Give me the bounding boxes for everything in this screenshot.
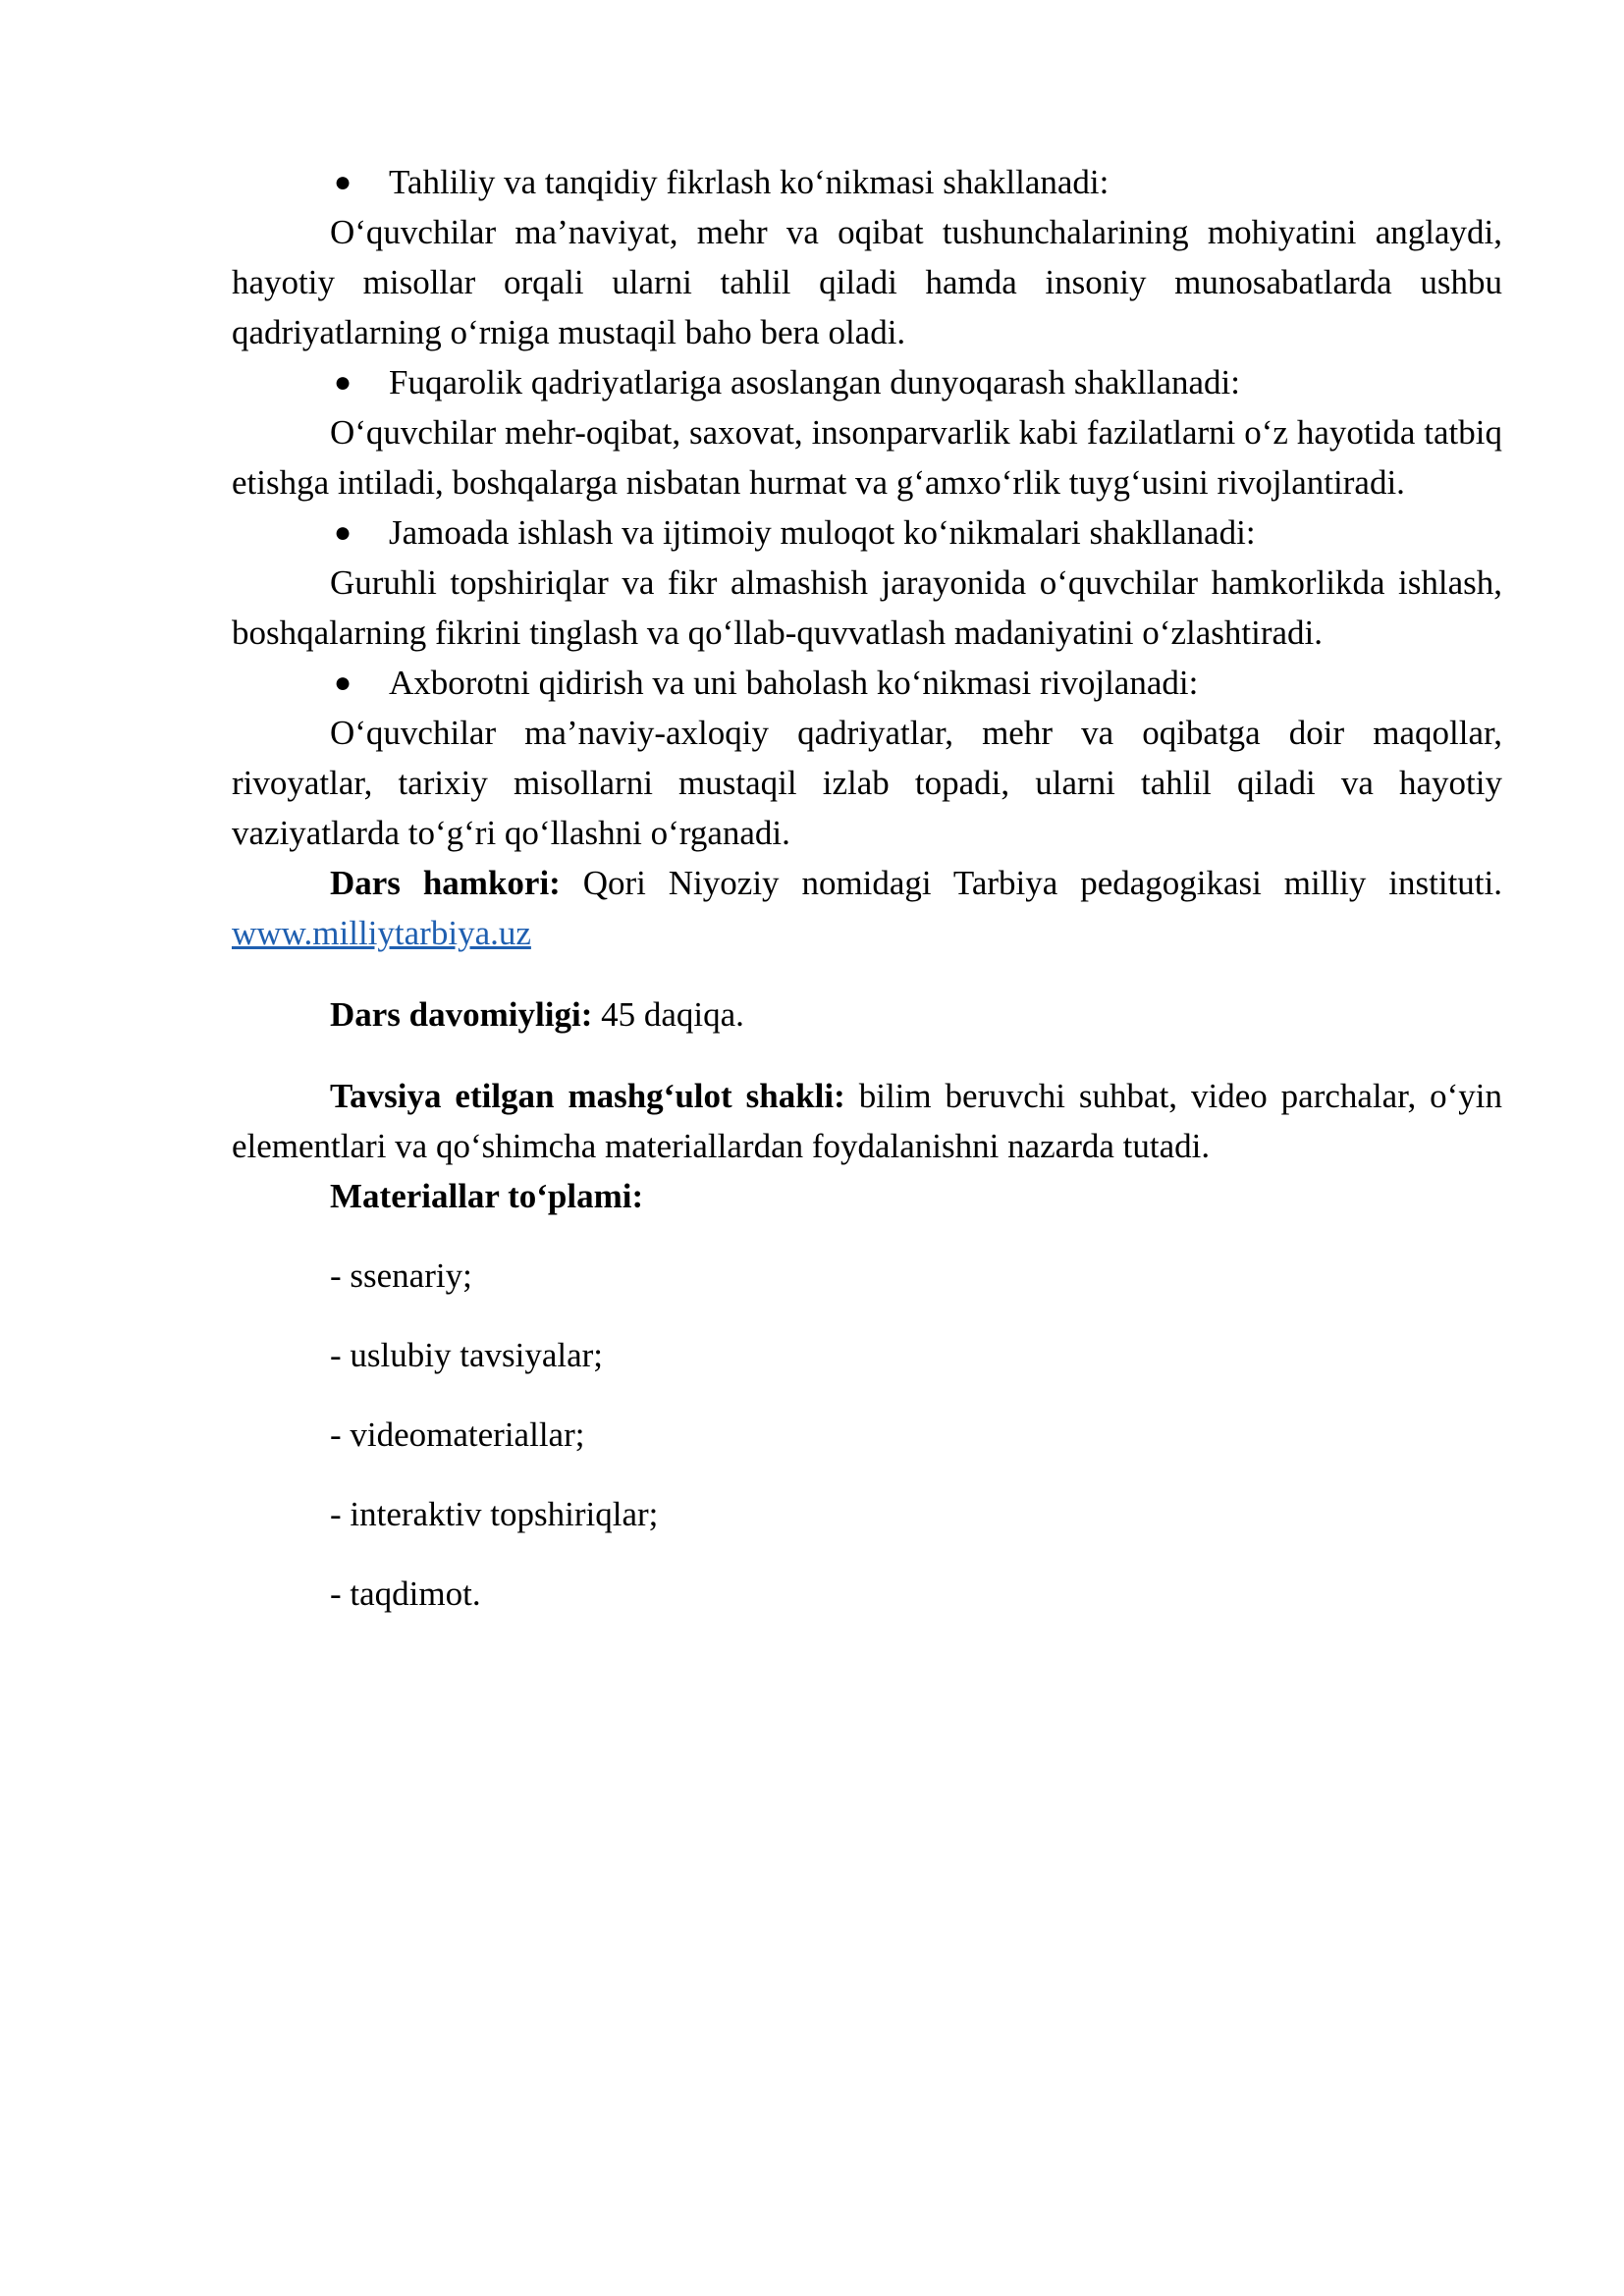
bullet-icon: ●: [334, 667, 352, 699]
duration-label: Dars davomiyligi:: [330, 995, 593, 1034]
bullet-icon: ●: [334, 366, 352, 399]
duration-value: 45 daqiqa.: [601, 995, 744, 1034]
list-item: - uslubiy tavsiyalar;: [330, 1336, 604, 1374]
section-text-information: O‘quvchilar ma’naviy-axloqiy qadriyatlar, mehr va oqibatga doir maqollar, rivoyatlar, tarixiy misollarni mustaqil izlab topadi, ularni tahlil qiladi va hayotiy vaziyatlarda to‘g‘ri qo‘llashni o‘rganadi.: [232, 714, 1502, 852]
partner-label: Dars hamkori:: [330, 864, 561, 902]
section-heading-civic: ● Fuqarolik qadriyatlariga asoslangan dunyoqarash shakllanadi:: [232, 357, 1502, 407]
format-label: Tavsiya etilgan mashg‘ulot shakli:: [330, 1077, 845, 1115]
list-item: - interaktiv topshiriqlar;: [330, 1495, 659, 1533]
document-page: [232, 157, 1502, 1619]
partner-link[interactable]: www.milliytarbiya.uz: [232, 914, 531, 952]
list-item: - videomateriallar;: [330, 1415, 585, 1454]
lesson-duration: [232, 989, 1502, 1040]
section-text-analytical: O‘quvchilar ma’naviyat, mehr va oqibat tushunchalarining mohiyatini anglaydi, hayotiy misollar orqali ularni tahlil qiladi hamda insoniy munosabatlarda ushbu qadriyatlarning o‘rniga mustaqil baho bera oladi.: [232, 213, 1502, 351]
section-heading-information: ● Axborotni qidirish va uni baholash ko‘nikmasi rivojlanadi:: [232, 658, 1502, 708]
section-text-teamwork: Guruhli topshiriqlar va fikr almashish jarayonida o‘quvchilar hamkorlikda ishlash, boshqalarning fikrini tinglash va qo‘llab-quvvatlash madaniyatini o‘zlashtiradi.: [232, 563, 1502, 652]
bullet-icon: ●: [334, 166, 352, 198]
materials-list: [232, 1251, 1502, 1619]
list-item: - ssenariy;: [330, 1256, 472, 1295]
lesson-format: [232, 1071, 1502, 1171]
section-heading-analytical: ● Tahliliy va tanqidiy fikrlash ko‘nikmasi shakllanadi:: [232, 157, 1502, 207]
list-item: - taqdimot.: [330, 1575, 481, 1613]
materials-heading: Materiallar to‘plami:: [330, 1177, 644, 1215]
partner-text: Qori Niyoziy nomidagi Tarbiya pedagogikasi milliy instituti.: [582, 864, 1502, 902]
section-text-civic: O‘quvchilar mehr-oqibat, saxovat, insonparvarlik kabi fazilatlarni o‘z hayotida tatbiq etishga intiladi, boshqalarga nisbatan hurmat va g‘amxo‘rlik tuyg‘usini rivojlantiradi.: [232, 413, 1502, 502]
format-text: bilim beruvchi suhbat, video parchalar, o‘yin elementlari va qo‘shimcha materiallardan foydalanishni nazarda tutadi.: [232, 1077, 1503, 1165]
section-heading-teamwork: ● Jamoada ishlash va ijtimoiy muloqot ko‘nikmalari shakllanadi:: [232, 507, 1502, 558]
lesson-partner: [232, 858, 1502, 958]
bullet-icon: ●: [334, 516, 352, 549]
